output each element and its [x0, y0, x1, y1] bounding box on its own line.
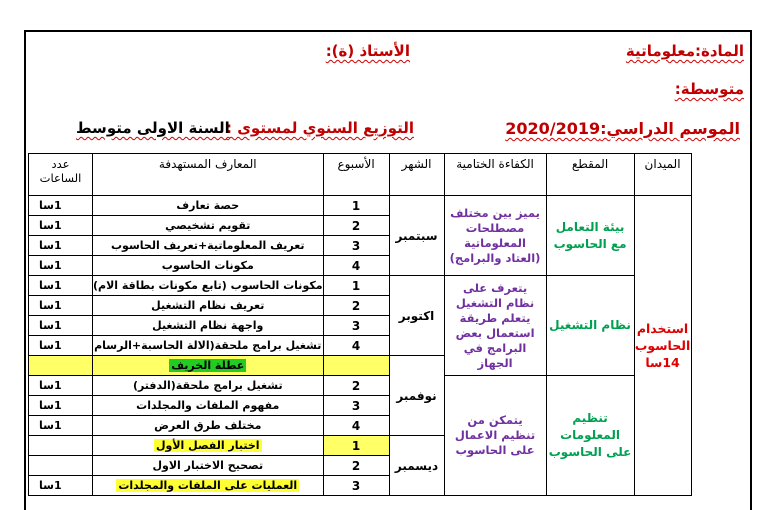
domain-cell: استخدام الحاسوب 14سا	[634, 196, 691, 496]
holiday-label: عطلة الخريف	[171, 359, 245, 372]
knowledge-cell: تشغيل برامج ملحقة(الدفتر)	[93, 376, 324, 396]
knowledge-cell: تعريف المعلوماتية+تعريف الحاسوب	[93, 236, 324, 256]
col-month: الشهر	[389, 154, 444, 196]
col-competence: الكفاءة الختامية	[444, 154, 546, 196]
knowledge-cell: تشغيل برامج ملحقة(الالة الحاسبة+الرسام	[93, 336, 324, 356]
level-line	[76, 119, 230, 137]
table-row	[29, 196, 692, 216]
hours-cell: 1سا	[29, 296, 93, 316]
col-segment: المقطع	[546, 154, 634, 196]
subject-label: المادة:معلوماتية	[625, 42, 744, 60]
table-row	[29, 376, 692, 396]
hours-cell	[29, 456, 93, 476]
knowledge-cell: مكونات الحاسوب (تابع مكونات بطاقة الام)	[93, 276, 324, 296]
hours-cell: 1سا	[29, 416, 93, 436]
week-cell: 2	[323, 296, 389, 316]
hours-cell: 1سا	[29, 236, 93, 256]
week-cell: 3	[323, 316, 389, 336]
knowledge-cell: حصة تعارف	[93, 196, 324, 216]
week-cell: 4	[323, 336, 389, 356]
knowledge-cell: مختلف طرق العرض	[93, 416, 324, 436]
week-cell: 3	[323, 396, 389, 416]
knowledge-cell	[93, 436, 324, 456]
hours-cell: 1سا	[29, 336, 93, 356]
knowledge-cell: مكونات الحاسوب	[93, 256, 324, 276]
col-week: الأسبوع	[323, 154, 389, 196]
hours-cell: 1سا	[29, 196, 93, 216]
hours-cell: 1سا	[29, 396, 93, 416]
teacher-line	[326, 42, 410, 60]
teacher-label: الأستاذ (ة):	[325, 42, 410, 60]
month-cell: سبتمبر	[389, 196, 444, 276]
month-cell: نوفمبر	[389, 356, 444, 436]
hours-cell: 1سا	[29, 316, 93, 336]
week-cell: 4	[323, 416, 389, 436]
week-cell: 4	[323, 256, 389, 276]
table-row	[29, 276, 692, 296]
segment-cell: تنظيم المعلومات على الحاسوب	[546, 376, 634, 496]
week-cell: 1	[323, 196, 389, 216]
col-domain: الميدان	[634, 154, 691, 196]
hours-cell: 1سا	[29, 476, 93, 496]
week-cell	[323, 356, 389, 376]
col-hours: عدد الساعات	[29, 154, 93, 196]
knowledge-label: العمليات على الملفات والمجلدات	[118, 479, 298, 492]
knowledge-cell	[93, 476, 324, 496]
competence-cell: يتعرف على نظام التشغيل يتعلم طريقة استعمال بعض البرامج في الجهاز	[444, 276, 546, 376]
week-cell: 3	[323, 236, 389, 256]
level-label: السنة الاولى متوسط	[76, 119, 230, 137]
week-cell: 2	[323, 216, 389, 236]
school-label: متوسطة:	[674, 80, 744, 98]
month-cell: اكتوبر	[389, 276, 444, 356]
segment-cell: بيئة التعامل مع الحاسوب	[546, 196, 634, 276]
table-header-row	[29, 154, 692, 196]
month-cell: ديسمبر	[389, 436, 444, 496]
distribution-label: التوزيع السنوي لمستوى :	[225, 119, 414, 137]
hours-cell: 1سا	[29, 256, 93, 276]
hours-cell: 1سا	[29, 376, 93, 396]
week-cell: 2	[323, 376, 389, 396]
hours-cell: 1سا	[29, 276, 93, 296]
week-cell: 1	[323, 436, 389, 456]
hours-cell	[29, 356, 93, 376]
competence-cell: يتمكن من تنظيم الاعمال على الحاسوب	[444, 376, 546, 496]
knowledge-cell: تقويم تشخيصي	[93, 216, 324, 236]
exam-label: اختبار الفصل الأول	[155, 439, 260, 452]
knowledge-cell: واجهة نظام التشغيل	[93, 316, 324, 336]
season-label: الموسم الدراسي:2020/2019	[505, 119, 740, 138]
subject-line	[626, 42, 744, 60]
knowledge-cell: تعريف نظام التشغيل	[93, 296, 324, 316]
season-line	[505, 119, 740, 138]
distribution-line	[226, 119, 414, 137]
hours-cell	[29, 436, 93, 456]
school-line	[675, 80, 744, 98]
knowledge-cell	[93, 356, 324, 376]
week-cell: 1	[323, 276, 389, 296]
week-cell: 3	[323, 476, 389, 496]
knowledge-cell: مفهوم الملفات والمجلدات	[93, 396, 324, 416]
col-knowledge: المعارف المستهدفة	[93, 154, 324, 196]
annual-distribution-table	[28, 153, 692, 496]
hours-cell: 1سا	[29, 216, 93, 236]
week-cell: 2	[323, 456, 389, 476]
segment-cell: نظام التشغيل	[546, 276, 634, 376]
knowledge-cell: تصحيح الاختبار الاول	[93, 456, 324, 476]
competence-cell: يميز بين مختلف مصطلحات المعلوماتية (العتاد والبرامج)	[444, 196, 546, 276]
